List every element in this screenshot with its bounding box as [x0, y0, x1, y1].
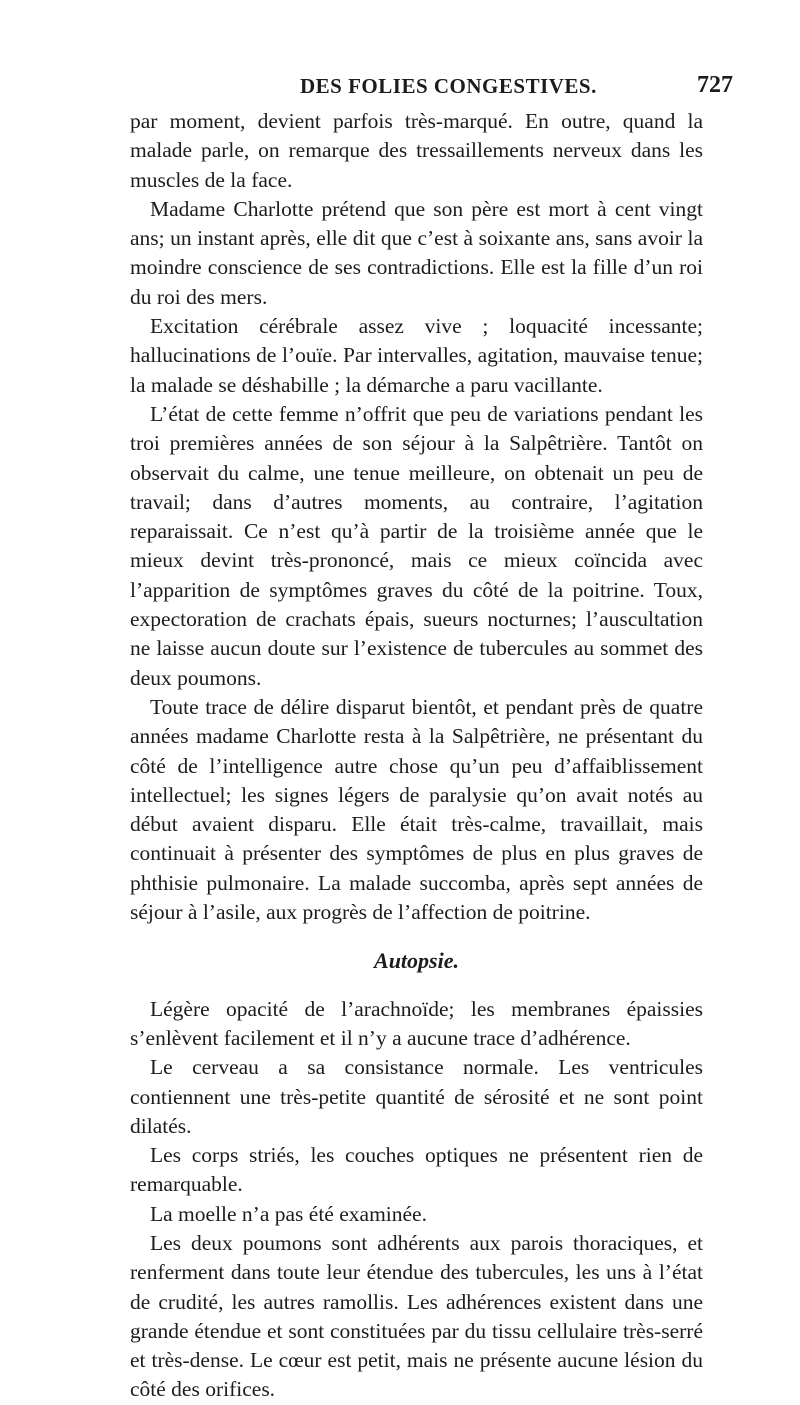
- paragraph: Les deux poumons sont adhérents aux parois thoraciques, et renferment dans toute leur étendue des tubercules, les uns à l’état de crudité, les autres ramollis. Les adhérences existent dans une grande étendue et sont constituées par du tissu cellulaire très-serré et très-dense. Le cœur est petit, mais ne présente aucune lésion du côté des orifices.: [130, 1230, 703, 1402]
- paragraph: L’état de cette femme n’offrit que peu de variations pendant les troi premières années de son séjour à la Salpêtrière. Tantôt on observait du calme, une tenue meilleure, on obtenait un peu de travail; dans d’autres moments, au contraire, l’agitation reparaissait. Ce n’est qu’à partir de la troisième année que le mieux devint très-prononcé, mais ce mieux coïncida avec l’apparition de symptômes graves du côté de la poitrine. Toux, expectoration de crachats épais, sueurs nocturnes; l’auscultation ne laisse aucun doute sur l’existence de tubercules au sommet des deux poumons.: [130, 401, 703, 690]
- paragraph: Les corps striés, les couches optiques ne présentent rien de remarquable.: [130, 1143, 703, 1197]
- paragraph: Excitation cérébrale assez vive ; loquacité incessante; hallucinations de l’ouïe. Par intervalles, agitation, mauvaise tenue; la malade se déshabille ; la démarche a paru vacillante.: [130, 314, 703, 397]
- running-header-title: DES FOLIES CONGESTIVES.: [300, 74, 597, 98]
- page-number: 727: [697, 72, 733, 98]
- paragraph: par moment, devient parfois très-marqué. En outre, quand la malade parle, on remarque des tressaillements nerveux dans les muscles de la face.: [130, 109, 703, 192]
- paragraph: Légère opacité de l’arachnoïde; les membranes épaissies s’enlèvent facilement et il n’y a aucune trace d’adhérence.: [130, 996, 703, 1050]
- body-text: [130, 107, 703, 1405]
- paragraph: La moelle n’a pas été examinée.: [150, 1201, 427, 1226]
- paragraph: Le cerveau a sa consistance normale. Les ventricules contiennent une très-petite quantité de sérosité et ne sont point dilatés.: [130, 1055, 703, 1138]
- paragraph: Madame Charlotte prétend que son père est mort à cent vingt ans; un instant après, elle dit que c’est à soixante ans, sans avoir la moindre conscience de ses contradictions. Elle est la fille d’un roi du roi des mers.: [130, 196, 703, 309]
- running-header: [0, 74, 800, 104]
- paragraph: Toute trace de délire disparut bientôt, et pendant près de quatre années madame Charlotte resta à la Salpêtrière, ne présentant du côté de l’intelligence autre chose qu’un peu d’affaiblissement intellectuel; les signes légers de paralysie qu’on avait notés au début avaient disparu. Elle était très-calme, travaillait, mais continuait à présenter des symptômes de plus en plus graves de phthisie pulmonaire. La malade succomba, après sept années de séjour à l’asile, aux progrès de l’affection de poitrine.: [130, 694, 703, 925]
- section-heading-autopsie: Autopsie.: [374, 948, 459, 974]
